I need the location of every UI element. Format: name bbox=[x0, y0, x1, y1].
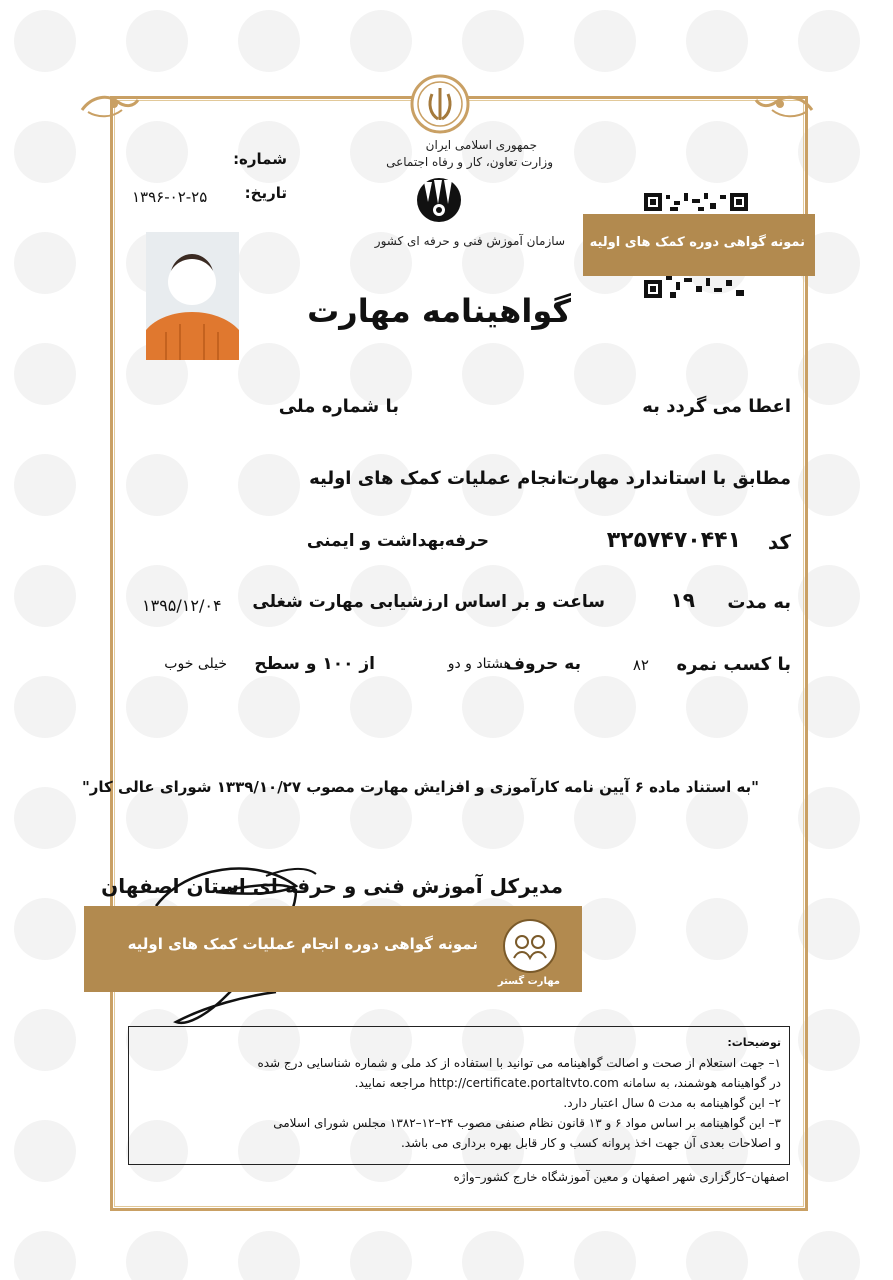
code-value: ۳۲۵۷۴۷۰۴۴۱ bbox=[606, 528, 741, 553]
date-label: تاریخ: bbox=[244, 184, 287, 202]
letters-label: به حروف bbox=[505, 654, 581, 674]
watermark-tile bbox=[14, 1009, 76, 1071]
watermark-tile bbox=[14, 787, 76, 849]
standard-label: مطابق با استاندارد مهارت bbox=[561, 468, 791, 489]
bottom-sample-banner bbox=[84, 906, 582, 992]
note-line-3: ۲– این گواهینامه به مدت ۵ سال اعتبار دارد. bbox=[563, 1096, 781, 1110]
right-corner-ornament bbox=[752, 88, 816, 124]
watermark-tile bbox=[798, 1231, 860, 1280]
decree-text: "به استناد ماده ۶ آیین نامه کارآموزی و افزایش مهارت مصوب ۱۳۳۹/۱۰/۲۷ شورای عالی کار" bbox=[81, 778, 759, 796]
letters-value: هشتاد و دو bbox=[447, 656, 511, 672]
notes-box bbox=[128, 1026, 790, 1165]
watermark-tile bbox=[686, 1231, 748, 1280]
date-value: ۱۳۹۶-۰۲-۲۵ bbox=[132, 188, 208, 206]
holder-photo bbox=[146, 232, 239, 360]
national-id-label: با شماره ملی bbox=[278, 396, 399, 417]
note-line-2: در گواهینامه هوشمند، به سامانه http://certificate.portaltvto.com مراجعه نمایید. bbox=[354, 1076, 781, 1090]
scale-text: از ۱۰۰ و سطح bbox=[254, 654, 375, 674]
watermark-tile bbox=[14, 1120, 76, 1182]
qr-code-bottom bbox=[644, 276, 748, 300]
watermark-tile bbox=[14, 121, 76, 183]
maharat-gostar-logo-icon bbox=[498, 914, 562, 978]
footer-text: اصفهان–کارگزاری شهر اصفهان و معین آموزشگاه خارج کشور–واژه bbox=[453, 1170, 789, 1184]
top-sample-banner bbox=[583, 214, 815, 276]
signatory-title: مدیرکل آموزش فنی و حرفه ای استان اصفهان bbox=[101, 874, 563, 898]
score-value: ۸۲ bbox=[632, 656, 649, 674]
watermark-tile bbox=[350, 10, 412, 72]
watermark-tile bbox=[574, 10, 636, 72]
watermark-tile bbox=[686, 10, 748, 72]
number-label: شماره: bbox=[233, 150, 287, 168]
note-line-1: ۱– جهت استعلام از صحت و اصالت گواهینامه می توانید با استفاده از کد ملی و شماره شناسایی درج شده bbox=[257, 1056, 781, 1070]
qr-code-top bbox=[644, 193, 748, 215]
watermark-tile bbox=[14, 343, 76, 405]
logo-caption: مهارت گستر bbox=[497, 976, 560, 987]
standard-value: انجام عملیات کمک های اولیه bbox=[309, 468, 563, 489]
organization-text: سازمان آموزش فنی و حرفه ای کشور bbox=[374, 234, 565, 248]
trade-value: بهداشت و ایمنی bbox=[306, 531, 445, 551]
top-banner-text: نمونه گواهی دوره کمک های اولیه bbox=[589, 235, 805, 250]
ministry-text: وزارت تعاون، کار و رفاه اجتماعی bbox=[386, 155, 553, 169]
watermark-tile bbox=[462, 1231, 524, 1280]
watermark-tile bbox=[14, 898, 76, 960]
watermark-tile bbox=[14, 1231, 76, 1280]
hours-text: ساعت و بر اساس ارزشیابی مهارت شغلی bbox=[252, 592, 605, 612]
watermark-tile bbox=[14, 565, 76, 627]
note-line-4: ۳– این گواهینامه بر اساس مواد ۶ و ۱۳ قانون نظام صنفی مصوب ۲۴–۱۲–۱۳۸۲ مجلس شورای اسلامی bbox=[273, 1116, 781, 1130]
watermark-tile bbox=[14, 10, 76, 72]
watermark-tile bbox=[14, 232, 76, 294]
trade-label: حرفه bbox=[444, 531, 489, 551]
code-label: کد bbox=[767, 530, 791, 554]
notes-title: توضیحات: bbox=[727, 1036, 781, 1049]
watermark-tile bbox=[238, 1231, 300, 1280]
watermark-tile bbox=[126, 10, 188, 72]
watermark-tile bbox=[574, 1231, 636, 1280]
watermark-tile bbox=[14, 676, 76, 738]
score-label: با کسب نمره bbox=[676, 654, 791, 675]
tvto-logo-icon bbox=[414, 172, 464, 224]
granted-to-label: اعطا می گردد به bbox=[642, 396, 791, 417]
left-corner-ornament bbox=[78, 88, 142, 124]
duration-value: ۱۹ bbox=[670, 588, 695, 612]
certificate-title: گواهینامه مهارت bbox=[307, 292, 571, 330]
watermark-tile bbox=[238, 10, 300, 72]
note-line-5: و اصلاحات بعدی آن جهت اخذ پروانه کسب و کار قابل بهره برداری می باشد. bbox=[400, 1136, 781, 1150]
duration-label: به مدت bbox=[727, 592, 791, 613]
level-value: خیلی خوب bbox=[164, 656, 227, 672]
bottom-banner-text: نمونه گواهی دوره انجام عملیات کمک های اولیه bbox=[127, 935, 478, 953]
watermark-tile bbox=[14, 454, 76, 516]
watermark-tile bbox=[350, 1231, 412, 1280]
republic-text: جمهوری اسلامی ایران bbox=[425, 138, 537, 152]
watermark-tile bbox=[798, 10, 860, 72]
watermark-tile bbox=[126, 1231, 188, 1280]
watermark-tile bbox=[462, 10, 524, 72]
iran-emblem-icon bbox=[410, 74, 470, 134]
assessment-date: ۱۳۹۵/۱۲/۰۴ bbox=[142, 596, 222, 615]
